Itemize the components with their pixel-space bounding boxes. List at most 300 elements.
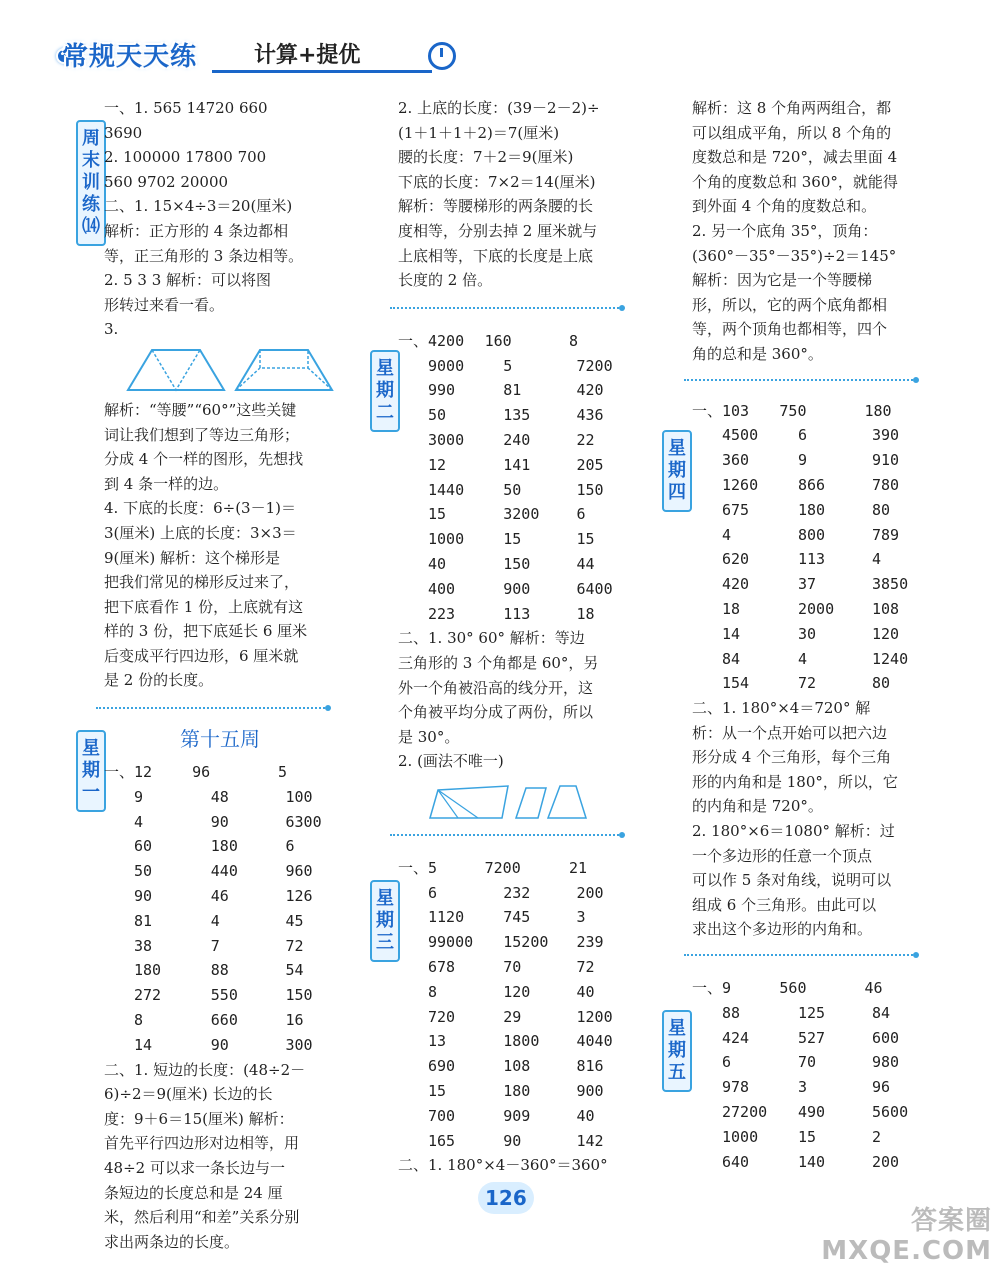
text-line: 二、1. 短边的长度：(48÷2－ xyxy=(104,1060,306,1079)
table-cell: 180 xyxy=(134,961,162,980)
table-cell: 1200 xyxy=(576,1007,613,1026)
text-line: 9(厘米) 解析：这个梯形是 xyxy=(104,548,281,567)
table-row xyxy=(398,1079,626,1104)
table-cell: 440 xyxy=(210,862,238,881)
separator xyxy=(684,954,916,956)
table-row xyxy=(398,1129,626,1154)
table-cell: 108 xyxy=(872,599,900,618)
text-line: 个角被平均分成了两份，所以 xyxy=(398,703,594,722)
table-row xyxy=(104,1033,336,1058)
table-row xyxy=(692,547,922,572)
text-line: 4. 下底的长度：6÷(3－1)＝ xyxy=(104,499,296,518)
col2-tue-text xyxy=(398,626,626,774)
text-line: 度：9＋6＝15(厘米) 解析： xyxy=(104,1109,294,1128)
table-row xyxy=(104,909,336,934)
drawing-figures xyxy=(398,778,626,822)
text-line: (360°－35°－35°)÷2＝145° xyxy=(692,246,897,265)
table-cell: 200 xyxy=(576,883,604,902)
table-cell: 4 xyxy=(798,649,808,668)
table-row xyxy=(398,577,626,602)
text-line: 解析：正方形的 4 条边都相 xyxy=(104,221,289,240)
text-line: 6)÷2＝9(厘米) 长边的长 xyxy=(104,1085,273,1104)
separator xyxy=(684,379,916,381)
table-cell: 40 xyxy=(576,982,595,1001)
text-line: 腰的长度：7＋2＝9(厘米) xyxy=(398,148,574,167)
table-cell: 620 xyxy=(722,550,750,569)
table-cell: 272 xyxy=(134,986,162,1005)
text-line: 度相等，分别去掉 2 厘米就与 xyxy=(398,221,598,240)
text-line: 形分成 4 个三角形，每个三角 xyxy=(692,748,892,767)
table-cell: 一、103 xyxy=(692,401,750,420)
table-cell: 6 xyxy=(722,1053,732,1072)
table-cell: 90 xyxy=(134,887,153,906)
table-row xyxy=(692,423,922,448)
table-cell: 80 xyxy=(872,500,891,519)
table-cell: 84 xyxy=(872,1003,891,1022)
table-cell: 4040 xyxy=(576,1032,613,1051)
table-cell: 150 xyxy=(576,480,604,499)
table-cell: 50 xyxy=(503,480,522,499)
trapezoid-figures xyxy=(104,346,336,394)
text-line: (1＋1＋1＋2)＝7(厘米) xyxy=(398,123,560,142)
table-cell: 990 xyxy=(428,381,456,400)
table-row xyxy=(692,976,922,1001)
table-cell: 9 xyxy=(798,451,808,470)
table-cell: 6400 xyxy=(576,579,613,598)
table-row xyxy=(398,1054,626,1079)
text-line: 首先平行四边形对边相等，用 xyxy=(104,1134,300,1153)
table-cell: 5 xyxy=(277,763,288,782)
text-line: 48÷2 可以求一条长边与一 xyxy=(104,1159,285,1177)
table-cell: 16 xyxy=(285,1011,304,1030)
col3-top-text xyxy=(692,96,922,367)
table-row xyxy=(398,881,626,906)
table-cell: 72 xyxy=(798,674,817,693)
text-line: 可以组成平角，所以 8 个角的 xyxy=(692,123,892,142)
table-cell: 660 xyxy=(210,1011,238,1030)
quadrilateral-drawing-icon xyxy=(398,778,626,822)
table-cell: 180 xyxy=(503,1082,531,1101)
table-cell: 40 xyxy=(428,554,447,573)
table-cell: 96 xyxy=(192,763,211,782)
table-cell: 239 xyxy=(576,933,604,952)
table-cell: 690 xyxy=(428,1057,456,1076)
table-row xyxy=(692,523,922,548)
table-row xyxy=(104,1008,336,1033)
table-cell: 18 xyxy=(722,599,741,618)
table-cell: 140 xyxy=(798,1152,826,1171)
table-row xyxy=(692,671,922,696)
friday-table xyxy=(692,976,922,1174)
table-cell: 3000 xyxy=(428,430,465,449)
table-row xyxy=(398,980,626,1005)
table-cell: 84 xyxy=(722,649,741,668)
table-cell: 54 xyxy=(285,961,304,980)
table-cell: 88 xyxy=(210,961,229,980)
col1-mon-text xyxy=(104,1058,336,1255)
text-line: 的内角和是 720°。 xyxy=(692,797,823,816)
table-cell: 3 xyxy=(798,1078,808,1097)
table-cell: 2 xyxy=(872,1127,882,1146)
table-row xyxy=(398,955,626,980)
table-cell: 780 xyxy=(872,475,900,494)
text-line: 形转过来看一看。 xyxy=(104,295,225,314)
table-row xyxy=(398,527,626,552)
table-cell: 125 xyxy=(798,1003,826,1022)
table-cell: 88 xyxy=(722,1003,741,1022)
text-line: 下底的长度：7×2＝14(厘米) xyxy=(398,172,596,191)
table-cell: 40 xyxy=(576,1106,595,1125)
table-cell: 1000 xyxy=(428,530,465,549)
table-cell: 126 xyxy=(285,887,313,906)
table-cell: 745 xyxy=(503,908,531,927)
text-line: 析：从一个点开始可以把六边 xyxy=(692,723,888,742)
text-line: 到 4 条一样的边。 xyxy=(104,474,229,493)
table-cell: 44 xyxy=(576,554,595,573)
table-row xyxy=(398,354,626,379)
text-line: 求出这个多边形的内角和。 xyxy=(692,920,873,939)
text-line: 2. 上底的长度：(39－2－2)÷ xyxy=(398,99,600,117)
brand-subtitle: 计算+提优 xyxy=(254,43,361,68)
text-line: 二、1. 180°×4＝720° 解 xyxy=(692,699,871,718)
text-line: 可以作 5 条对角线，说明可以 xyxy=(692,871,892,890)
table-cell: 910 xyxy=(872,451,900,470)
table-cell: 6 xyxy=(576,505,586,524)
text-line: 把下底看作 1 份，上底就有这 xyxy=(104,597,304,616)
table-cell: 48 xyxy=(210,787,229,806)
text-line: 2. 另一个底角 35°，顶角： xyxy=(692,221,878,240)
text-line: 分成 4 个一样的图形，先想找 xyxy=(104,450,304,469)
separator xyxy=(96,707,328,709)
text-line: 是 30°。 xyxy=(398,727,460,746)
table-cell: 436 xyxy=(576,406,604,425)
col1-mid-text xyxy=(104,398,336,693)
text-line: 3. xyxy=(104,320,119,339)
table-cell: 一、9 xyxy=(692,979,732,998)
table-cell: 675 xyxy=(722,500,750,519)
table-cell: 46 xyxy=(864,979,883,998)
table-cell: 180 xyxy=(798,500,826,519)
table-cell: 2000 xyxy=(798,599,835,618)
table-cell: 27200 xyxy=(722,1103,768,1122)
table-cell: 141 xyxy=(503,455,531,474)
text-line: 等，正三角形的 3 条边相等。 xyxy=(104,246,304,265)
text-line: 二、1. 15×4÷3＝20(厘米) xyxy=(104,197,293,216)
table-row xyxy=(398,602,626,627)
brand-title: 常规天天练 xyxy=(62,42,198,72)
column-3 xyxy=(692,96,922,1174)
table-cell: 550 xyxy=(210,986,238,1005)
monday-table xyxy=(104,760,336,1058)
text-line: 到外面 4 个角的度数总和。 xyxy=(692,197,877,216)
table-cell: 420 xyxy=(576,381,604,400)
table-cell: 180 xyxy=(864,401,892,420)
table-cell: 160 xyxy=(484,331,512,350)
table-row xyxy=(104,983,336,1008)
tab-zhoumo: 周末训练⒁ xyxy=(76,120,106,246)
table-cell: 560 xyxy=(779,979,807,998)
table-row xyxy=(692,1026,922,1051)
table-cell: 81 xyxy=(503,381,522,400)
table-row xyxy=(692,448,922,473)
table-cell: 21 xyxy=(568,858,588,877)
header-underline xyxy=(212,70,432,73)
table-cell: 180 xyxy=(210,837,238,856)
table-cell: 80 xyxy=(872,674,891,693)
table-cell: 1260 xyxy=(722,475,759,494)
table-row xyxy=(104,760,336,785)
table-cell: 6300 xyxy=(285,812,322,831)
table-cell: 6 xyxy=(798,426,808,445)
table-cell: 72 xyxy=(576,958,595,977)
table-cell: 60 xyxy=(134,837,153,856)
table-cell: 150 xyxy=(503,554,531,573)
text-line: 求出两条边的长度。 xyxy=(104,1232,240,1251)
text-line: 词让我们想到了等边三角形； xyxy=(104,425,300,444)
table-row xyxy=(398,502,626,527)
table-row xyxy=(692,1125,922,1150)
table-cell: 232 xyxy=(503,883,531,902)
text-line: 解析：等腰梯形的两条腰的长 xyxy=(398,197,594,216)
tab-tuesday: 星期二 xyxy=(370,350,400,432)
text-line: 一、1. 565 14720 660 xyxy=(104,99,268,117)
tuesday-table xyxy=(398,329,626,627)
text-line: 是 2 份的长度。 xyxy=(104,671,214,690)
table-cell: 789 xyxy=(872,525,900,544)
table-cell: 37 xyxy=(798,575,817,594)
text-line: 长度的 2 倍。 xyxy=(398,271,493,290)
text-line: 解析：“等腰”“60°”这些关键 xyxy=(104,400,297,419)
table-row xyxy=(398,552,626,577)
text-line: 一个多边形的任意一个顶点 xyxy=(692,846,873,865)
table-cell: 90 xyxy=(503,1131,522,1150)
table-cell: 900 xyxy=(576,1082,604,1101)
table-cell: 15 xyxy=(428,1082,447,1101)
table-row xyxy=(692,572,922,597)
table-cell: 5600 xyxy=(872,1103,909,1122)
text-line: 560 9702 20000 xyxy=(104,172,229,191)
table-cell: 223 xyxy=(428,604,456,623)
table-cell: 720 xyxy=(428,1007,456,1026)
table-cell: 420 xyxy=(722,575,750,594)
text-line: 样的 3 份，把下底延长 6 厘米 xyxy=(104,622,308,641)
table-cell: 108 xyxy=(503,1057,531,1076)
col3-thu-text xyxy=(692,696,922,942)
text-line: 2. 100000 17800 700 xyxy=(104,148,267,167)
table-cell: 154 xyxy=(722,674,750,693)
table-cell: 18 xyxy=(576,604,595,623)
table-cell: 205 xyxy=(576,455,604,474)
table-row xyxy=(692,1050,922,1075)
table-cell: 81 xyxy=(134,911,153,930)
table-cell: 一、12 xyxy=(104,763,153,782)
table-cell: 14 xyxy=(722,624,741,643)
table-cell: 1120 xyxy=(428,908,465,927)
table-cell: 5 xyxy=(503,356,513,375)
text-line: 三角形的 3 个角都是 60°，另 xyxy=(398,653,599,672)
table-cell: 527 xyxy=(798,1028,826,1047)
table-cell: 6 xyxy=(285,837,295,856)
table-row xyxy=(104,785,336,810)
table-row xyxy=(398,378,626,403)
clock-icon xyxy=(428,42,456,70)
text-line: 3690 xyxy=(104,123,143,142)
table-cell: 90 xyxy=(210,812,229,831)
table-row xyxy=(398,478,626,503)
table-cell: 1440 xyxy=(428,480,465,499)
table-cell: 7200 xyxy=(576,356,613,375)
text-line: 解析：这 8 个角两两组合，都 xyxy=(692,99,892,117)
table-row xyxy=(398,329,626,354)
page-number: 126 xyxy=(485,1186,527,1210)
text-line: 形，所以，它的两个底角都相 xyxy=(692,295,888,314)
watermark: 答案圈 MXQE.COM xyxy=(821,1206,992,1266)
table-cell: 1000 xyxy=(722,1127,759,1146)
table-row xyxy=(398,428,626,453)
text-line: 上底相等，下底的长度是上底 xyxy=(398,246,594,265)
table-cell: 1240 xyxy=(872,649,909,668)
table-cell: 29 xyxy=(503,1007,522,1026)
table-cell: 15 xyxy=(428,505,447,524)
table-cell: 30 xyxy=(798,624,817,643)
table-row xyxy=(104,934,336,959)
tab-wednesday: 星期三 xyxy=(370,880,400,962)
text-line: 二、1. 30° 60° 解析：等边 xyxy=(398,629,585,648)
table-row xyxy=(692,399,922,424)
table-cell: 3850 xyxy=(872,575,909,594)
tab-thursday: 星期四 xyxy=(662,430,692,512)
table-row xyxy=(398,1005,626,1030)
col2-wed-text xyxy=(398,1153,626,1178)
table-row xyxy=(398,403,626,428)
table-cell: 13 xyxy=(428,1032,447,1051)
table-cell: 8 xyxy=(134,1011,144,1030)
table-cell: 一、4200 xyxy=(398,331,465,350)
table-cell: 800 xyxy=(798,525,826,544)
table-cell: 96 xyxy=(872,1078,891,1097)
table-row xyxy=(692,1075,922,1100)
text-line: 把我们常见的梯形反过来了， xyxy=(104,573,300,592)
tab-monday: 星期一 xyxy=(76,730,106,812)
table-cell: 240 xyxy=(503,430,531,449)
table-cell: 4 xyxy=(722,525,732,544)
table-cell: 4 xyxy=(872,550,882,569)
table-cell: 15200 xyxy=(503,933,549,952)
table-cell: 15 xyxy=(576,530,595,549)
separator xyxy=(390,307,622,309)
table-cell: 678 xyxy=(428,958,456,977)
table-cell: 38 xyxy=(134,936,153,955)
tab-friday: 星期五 xyxy=(662,1010,692,1092)
table-row xyxy=(692,622,922,647)
col1-top-text xyxy=(104,96,336,342)
table-row xyxy=(692,1100,922,1125)
table-cell: 100 xyxy=(285,787,313,806)
table-cell: 424 xyxy=(722,1028,750,1047)
table-cell: 980 xyxy=(872,1053,900,1072)
text-line: 2. 5 3 3 解析：可以将图 xyxy=(104,271,272,290)
table-cell: 4 xyxy=(134,812,144,831)
table-cell: 15 xyxy=(798,1127,817,1146)
text-line: 等，两个顶角也都相等，四个 xyxy=(692,320,888,339)
table-cell: 113 xyxy=(503,604,531,623)
table-row xyxy=(692,1150,922,1175)
table-row xyxy=(692,473,922,498)
table-row xyxy=(398,905,626,930)
table-cell: 7200 xyxy=(484,858,521,877)
table-cell: 70 xyxy=(798,1053,817,1072)
table-row xyxy=(398,453,626,478)
table-cell: 4 xyxy=(210,911,220,930)
table-row xyxy=(398,1029,626,1054)
table-cell: 50 xyxy=(428,406,447,425)
table-row xyxy=(104,958,336,983)
table-cell: 978 xyxy=(722,1078,750,1097)
table-cell: 816 xyxy=(576,1057,604,1076)
table-cell: 490 xyxy=(798,1103,826,1122)
table-cell: 390 xyxy=(872,426,900,445)
text-line: 形的内角和是 180°，所以，它 xyxy=(692,772,898,791)
column-2 xyxy=(398,96,626,1178)
text-line: 外一个角被沿高的线分开，这 xyxy=(398,678,594,697)
table-row xyxy=(692,597,922,622)
text-line: 解析：因为它是一个等腰梯 xyxy=(692,271,873,290)
table-cell: 200 xyxy=(872,1152,900,1171)
table-cell: 7 xyxy=(210,936,220,955)
table-cell: 15 xyxy=(503,530,522,549)
table-cell: 360 xyxy=(722,451,750,470)
table-cell: 12 xyxy=(428,455,447,474)
table-row xyxy=(398,856,626,881)
table-cell: 72 xyxy=(285,936,304,955)
text-line: 组成 6 个三角形。由此可以 xyxy=(692,895,877,914)
table-cell: 165 xyxy=(428,1131,456,1150)
table-cell: 50 xyxy=(134,862,153,881)
table-cell: 866 xyxy=(798,475,826,494)
table-cell: 6 xyxy=(428,883,438,902)
text-line: 2. 180°×6＝1080° 解析：过 xyxy=(692,822,895,841)
table-cell: 8 xyxy=(428,982,438,1001)
table-cell: 300 xyxy=(285,1035,313,1054)
thursday-table xyxy=(692,399,922,697)
table-cell: 9000 xyxy=(428,356,465,375)
table-row xyxy=(104,810,336,835)
table-cell: 909 xyxy=(503,1106,531,1125)
text-line: 3(厘米) 上底的长度：3×3＝ xyxy=(104,523,297,542)
table-cell: 一、5 xyxy=(398,858,438,877)
table-cell: 120 xyxy=(503,982,531,1001)
table-cell: 22 xyxy=(576,430,595,449)
page-header xyxy=(62,30,402,80)
table-cell: 113 xyxy=(798,550,826,569)
table-cell: 400 xyxy=(428,579,456,598)
table-cell: 150 xyxy=(285,986,313,1005)
text-line: 米，然后利用“和差”关系分别 xyxy=(104,1208,300,1227)
week-title: 第十五周 xyxy=(180,727,260,752)
table-cell: 46 xyxy=(210,887,229,906)
table-cell: 750 xyxy=(779,401,807,420)
text-line: 角的总和是 360°。 xyxy=(692,344,823,363)
table-cell: 3200 xyxy=(503,505,540,524)
table-cell: 9 xyxy=(134,787,144,806)
table-row xyxy=(104,859,336,884)
table-row xyxy=(104,884,336,909)
separator xyxy=(390,834,622,836)
table-cell: 640 xyxy=(722,1152,750,1171)
text-line: 度数总和是 720°，减去里面 4 xyxy=(692,148,898,167)
table-cell: 142 xyxy=(576,1131,604,1150)
table-row xyxy=(104,834,336,859)
